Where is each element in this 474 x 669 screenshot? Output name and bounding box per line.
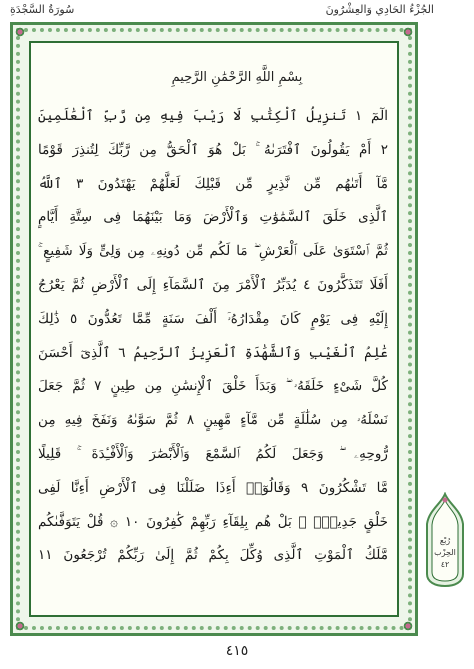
corner-rosette-icon: [15, 27, 25, 37]
quran-text: [38, 100, 388, 573]
text-line: ٱلَّذِى خَلَقَ ٱلسَّمَٰوَٰتِ وَٱلْأَرْضَ وَمَا بَيْنَهُمَا فِى سِتَّةِ أَيَّامٍ: [38, 209, 388, 226]
corner-rosette-icon: [403, 27, 413, 37]
bismillah: بِسْمِ اللَّهِ الرَّحْمَٰنِ الرَّحِيمِ: [171, 70, 303, 85]
text-line: عَٰلِمُ ٱلْغَيْبِ وَٱلشَّهَٰدَةِ ٱلْعَزِيزُ ٱلرَّحِيمُ ٦ ٱلَّذِىٓ أَحْسَنَ: [38, 344, 388, 361]
text-line: كُلَّ شَىْءٍ خَلَقَهُۥ ۖ وَبَدَأَ خَلْقَ ٱلْإِنسَٰنِ مِن طِينٍ ٧ ثُمَّ جَعَلَ: [38, 378, 388, 395]
text-line: إِلَيْهِ فِى يَوْمٍ كَانَ مِقْدَارُهُۥٓ أَلْفَ سَنَةٍ مِّمَّا تَعُدُّونَ ٥ ذَٰلِكَ: [38, 310, 388, 327]
text-line: رُّوحِهِۦ ۖ وَجَعَلَ لَكُمُ ٱلسَّمْعَ وَٱلْأَبْصَٰرَ وَٱلْأَفْـِٔدَةَ ۚ قَلِيلًا: [38, 445, 388, 462]
text-line: الٓمٓ ١ تَنزِيلُ ٱلْكِتَٰبِ لَا رَيْبَ فِيهِ مِن رَّبِّ ٱلْعَٰلَمِينَ: [38, 108, 388, 124]
text-line: ٢ أَمْ يَقُولُونَ ٱفْتَرَىٰهُ ۚ بَلْ هُوَ ٱلْحَقُّ مِن رَّبِّكَ لِتُنذِرَ قَوْمًا: [38, 141, 388, 158]
juz-name-header: الجُزْءُ الحَادِي وَالعِشْرُونَ: [325, 3, 434, 16]
marker-label-3: ٤٢: [440, 560, 450, 569]
text-line: ثُمَّ ٱسْتَوَىٰ عَلَى ٱلْعَرْشِ ۖ مَا لَكُم مِّن دُونِهِۦ مِن وَلِىٍّ وَلَا شَفِيعٍ ۚ: [38, 243, 388, 260]
corner-rosette-icon: [403, 621, 413, 631]
page-number: ٤١٥: [225, 643, 249, 659]
corner-rosette-icon: [15, 621, 25, 631]
text-line: نَسْلَهُۥ مِن سُلَٰلَةٍ مِّن مَّآءٍ مَّهِينٍ ٨ ثُمَّ سَوَّىٰهُ وَنَفَخَ فِيهِ مِن: [38, 412, 388, 429]
text-line: مَّا تَشْكُرُونَ ٩ وَقَالُوٓا۟ أَءِذَا ضَلَلْنَا فِى ٱلْأَرْضِ أَءِنَّا لَفِى: [38, 479, 388, 496]
marker-label-2: الحِزْب: [434, 548, 456, 557]
text-line: مَّآ أَتَىٰهُم مِّن نَّذِيرٍ مِّن قَبْلِكَ لَعَلَّهُمْ يَهْتَدُونَ ٣ ٱللَّهُ: [38, 175, 388, 192]
text-line: خَلْقٍ جَدِيدٍۭ ۚ بَلْ هُم بِلِقَآءِ رَبِّهِمْ كَٰفِرُونَ ١٠ ۞ قُلْ يَتَوَفَّىٰكُم: [38, 513, 388, 530]
text-line: مَّلَكُ ٱلْمَوْتِ ٱلَّذِى وُكِّلَ بِكُمْ ثُمَّ إِلَىٰ رَبِّكُمْ تُرْجَعُونَ ١١: [38, 547, 388, 564]
text-line: أَفَلَا تَتَذَكَّرُونَ ٤ يُدَبِّرُ ٱلْأَمْرَ مِنَ ٱلسَّمَآءِ إِلَى ٱلْأَرْضِ ثُمَّ يَعْرُجُ: [38, 276, 388, 293]
surah-name-header: سُورَةُ السَّجْدَةِ: [10, 3, 75, 16]
marker-label-1: رُبْع: [439, 536, 451, 545]
